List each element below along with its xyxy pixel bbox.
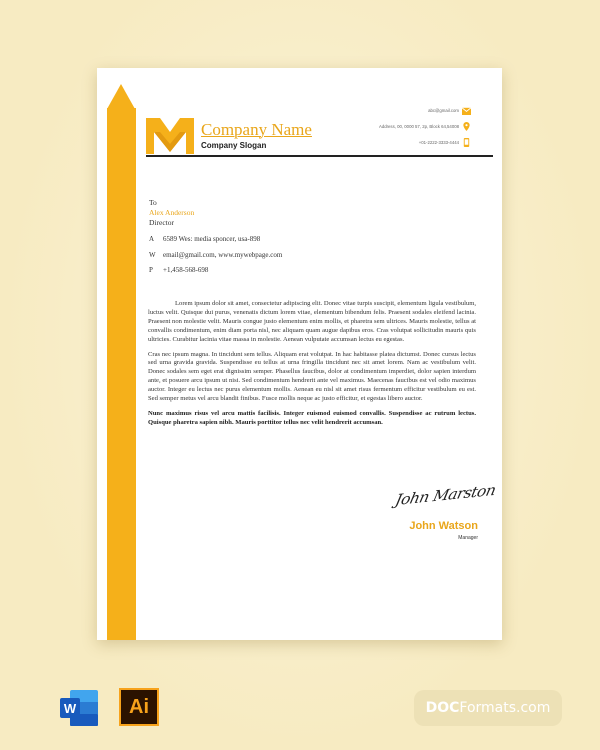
company-name: Company Name xyxy=(201,120,312,139)
signer-title: Manager xyxy=(458,535,478,541)
recipient-name: Alex Anderson xyxy=(149,208,195,217)
header-divider xyxy=(146,155,493,157)
arrow-tip-decoration xyxy=(107,84,135,109)
phone-text: +01-2222-3333-4444 xyxy=(418,140,459,145)
letterhead-page xyxy=(97,68,502,640)
recipient-phone xyxy=(149,266,208,274)
paragraph: Nunc maximus risus vel arcu mattis facilisis. Integer euismod euismod convallis. Suspendisse ac rutrum lectus. Quisque pharetra sapien nibh. Mauris porttitor tellus nec velit hendrerit accumsan. xyxy=(148,409,476,426)
address-value: 6589 Wes: media sponcer, usa-898 xyxy=(163,235,261,243)
to-label: To xyxy=(149,198,157,207)
contact-address xyxy=(379,122,471,131)
email-text: abc@gmail.com xyxy=(428,108,459,113)
brand-bold: DOC xyxy=(425,700,460,716)
address-label: A xyxy=(149,235,155,243)
microsoft-word-icon xyxy=(60,688,100,728)
envelope-icon xyxy=(462,106,471,115)
phone-label: P xyxy=(149,266,153,274)
recipient-block xyxy=(149,198,194,228)
contact-phone xyxy=(419,138,471,147)
adobe-illustrator-icon xyxy=(119,688,159,726)
recipient-title: Director xyxy=(149,218,174,227)
side-bar-decoration xyxy=(107,108,136,640)
phone-value: +1,458-568-698 xyxy=(163,266,209,274)
brand-rest: Formats.com xyxy=(459,700,551,716)
signer-name: John Watson xyxy=(409,520,478,532)
web-value: email@gmail.com, www.mywebpage.com xyxy=(163,251,283,259)
word-icon-letter: W xyxy=(63,701,77,716)
handwritten-signature: John Marston xyxy=(393,480,498,510)
location-pin-icon xyxy=(462,122,471,131)
letter-body xyxy=(148,300,476,434)
paragraph: Lorem ipsum dolor sit amet, consectetur adipiscing elit. Donec vitae turpis suscipit, elementum ligula vestibulum, luctus velit. Quisque dui purus, venenatis dictum lorem vitae, elementum bibendum felis. Praesent sodales eleifend lacinia. Praesent non molestie velit. Mauris congue justo elementum enim mollis, et pharetra sem ultrices. Mauris molestie, tellus at convallis condimentum, enim diam porta nisl, nec aliquam quam augue dapibus eros. Cras volutpat sollicitudin mauris quis ultricies. Curabitur lacinia vitae massa in molestie. Aenean vulputate accumsan lectus eu egestas. xyxy=(148,300,476,343)
docformats-logo xyxy=(414,690,562,726)
company-slogan: Company Slogan xyxy=(201,141,267,150)
contact-email xyxy=(428,106,471,115)
recipient-web xyxy=(149,251,282,259)
recipient-address xyxy=(149,235,260,243)
address-text: Address, 00, 0000 57, 2p, Block 64,54008 xyxy=(378,124,459,129)
web-label: W xyxy=(149,251,156,259)
company-logo-icon xyxy=(146,118,194,154)
paragraph: Cras nec ipsum magna. In tincidunt sem tellus. Aliquam erat volutpat. In hac habitasse platea dictumst. Donec cursus lectus sed urna gravida gravida. Suspendisse eu tellus at urna fringilla tincidunt nec sit amet lorem. Nam ac vestibulum velit. Donec sodales sem eget erat dignissim semper. Phasellus faucibus, dolor at condimentum imperdiet, dolor sapien interdum ante, et posuere arcu ipsum ut nisi. Sed condimentum hendrerit ante vel maximus. Maecenas faucibus est vel odio maximus auctor. Integer eu lectus nec purus elementum mollis. Aenean eu nisl sit amet risus fermentum efficitur vestibulum eu est. Sed semper metus vel arcu blandit finibus. Fusce mollis neque ac justo efficitur, et egestas libero auctor. xyxy=(148,350,476,403)
phone-icon xyxy=(462,138,471,147)
ai-icon-label: Ai xyxy=(129,695,149,718)
